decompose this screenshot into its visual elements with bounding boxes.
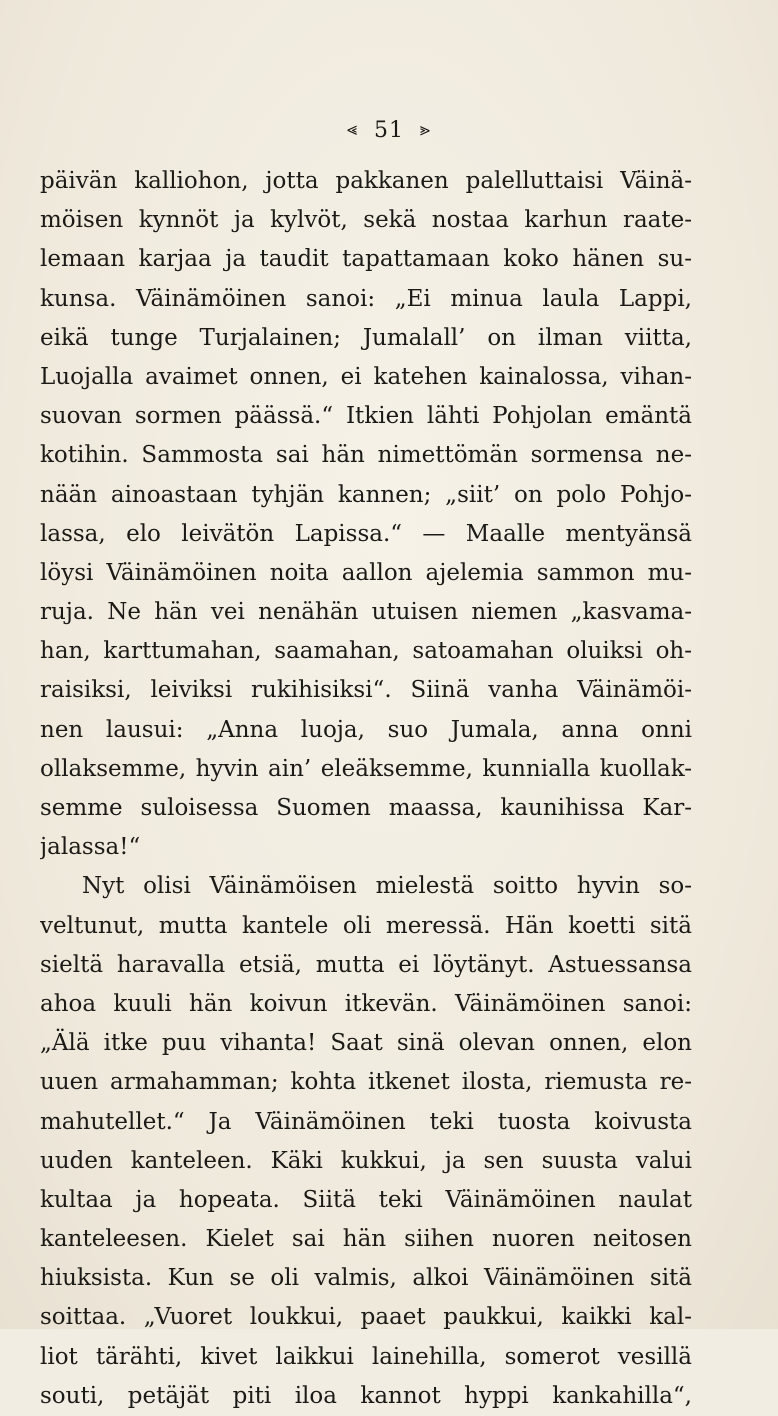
text-line: päivän kalliohon, jotta pakkanen palelluttaisi Väinä- [40, 168, 692, 194]
text-line: ollaksemme, hyvin ain’ eleäksemme, kunnialla kuollak- [40, 755, 692, 782]
text-line: „Älä itke puu vihanta! Saat sinä olevan onnen, elon [40, 1030, 692, 1057]
text-line: sieltä haravalla etsiä, mutta ei löytänyt. Astuessansa [40, 951, 692, 978]
text-line: souti, petäjät piti iloa kannot hyppi kankahilla“, [40, 1382, 692, 1409]
text-line: eikä tunge Turjalainen; Jumalall’ on ilman viitta, [40, 324, 692, 351]
text-line: ruja. Ne hän vei nenähän utuisen niemen „kasvama- [40, 599, 692, 626]
text-line: lemaan karjaa ja taudit tapattamaan koko hänen su- [40, 246, 692, 273]
text-line: uuden kanteleen. Käki kukkui, ja sen suusta valui [40, 1147, 692, 1174]
text-line: raisiksi, leiviksi rukihisiksi“. Siinä vanha Väinämöi- [40, 677, 692, 704]
text-line: semme suloisessa Suomen maassa, kaunihissa Kar- [40, 795, 692, 821]
ornament-right-icon: ⪢ [420, 119, 432, 140]
text-line: kultaa ja hopeata. Siitä teki Väinämöinen naulat [40, 1186, 692, 1213]
text-line: kanteleesen. Kielet sai hän siihen nuoren neitosen [40, 1226, 692, 1253]
text-line: han, karttumahan, saamahan, satoamahan oluiksi oh- [40, 638, 692, 665]
text-line: mahutellet.“ Ja Väinämöinen teki tuosta koivusta [40, 1108, 692, 1135]
text-line: liot tärähti, kivet laikkui lainehilla, somerot vesillä [40, 1343, 692, 1370]
text-line: kunsa. Väinämöinen sanoi: „Ei minua laula Lappi, [40, 285, 692, 312]
text-line: löysi Väinämöinen noita aallon ajelemia sammon mu- [40, 559, 692, 586]
text-line: veltunut, mutta kantele oli meressä. Hän koetti sitä [40, 912, 692, 939]
text-line: nään ainoastaan tyhjän kannen; „siit’ on polo Pohjo- [40, 481, 692, 508]
page-header [0, 118, 778, 143]
text-line: Luojalla avaimet onnen, ei katehen kainalossa, vihan- [40, 363, 692, 390]
text-line: soittaa. „Vuoret loukkui, paaet paukkui, kaikki kal- [40, 1304, 692, 1331]
text-line: möisen kynnöt ja kylvöt, sekä nostaa karhun raate- [40, 207, 692, 234]
ornament-left-icon: ⪡ [346, 119, 358, 140]
text-line: kotihin. Sammosta sai hän nimettömän sormensa ne- [40, 442, 692, 469]
text-line: uuen armahamman; kohta itkenet ilosta, riemusta re- [40, 1069, 692, 1096]
text-line: nen lausui: „Anna luoja, suo Jumala, anna onni [40, 716, 692, 743]
text-line: Nyt olisi Väinämöisen mielestä soitto hyvin so- [82, 873, 692, 900]
text-line: lassa, elo leivätön Lapissa.“ — Maalle mentyänsä [40, 520, 692, 547]
text-line: jalassa!“ [40, 834, 141, 861]
page-number: 51 [374, 118, 404, 143]
text-line: hiuksista. Kun se oli valmis, alkoi Väinämöinen sitä [40, 1265, 692, 1292]
text-line: suovan sormen päässä.“ Itkien lähti Pohjolan emäntä [40, 403, 692, 430]
text-line: ahoa kuuli hän koivun itkevän. Väinämöinen sanoi: [40, 990, 692, 1017]
body-text [40, 162, 692, 1416]
